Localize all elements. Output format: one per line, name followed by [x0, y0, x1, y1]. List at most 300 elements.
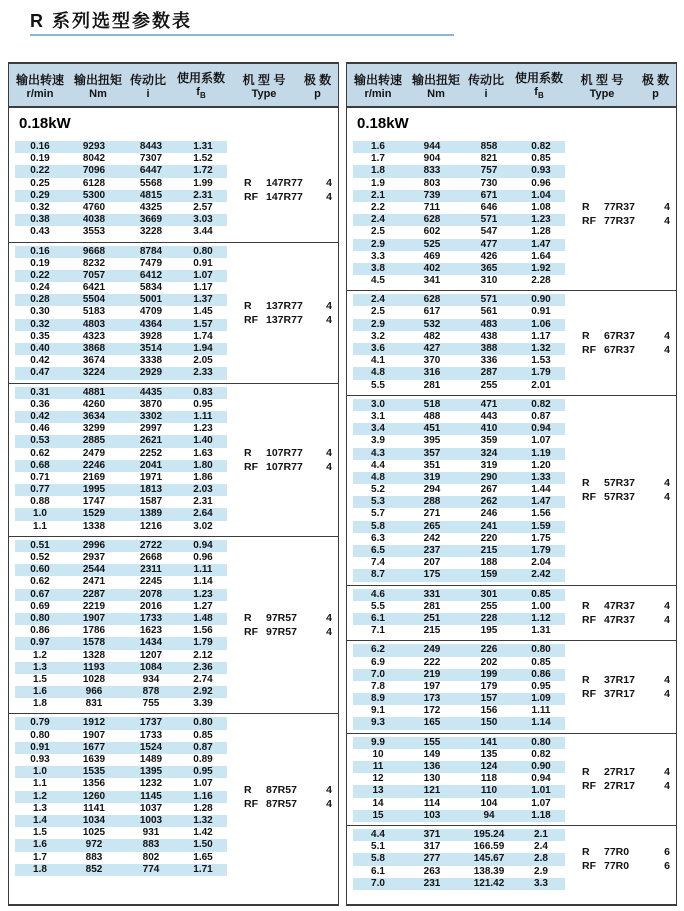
model-code: 87R57	[266, 783, 297, 796]
table-row	[15, 190, 227, 202]
table-row	[15, 717, 227, 729]
cell-torque: 2544	[82, 564, 106, 576]
header-type	[569, 71, 635, 100]
model-row	[582, 765, 670, 779]
cell-torque: 427	[423, 343, 441, 354]
cell-speed: 3.9	[371, 435, 385, 447]
cell-torque: 251	[423, 612, 441, 624]
cell-speed: 2.1	[371, 189, 385, 201]
cell-torque: 488	[423, 410, 441, 422]
cell-speed: 1.7	[371, 153, 385, 165]
cell-speed: 7.4	[371, 557, 385, 569]
model-row	[582, 200, 670, 214]
cell-ratio: 2245	[139, 576, 163, 588]
cell-ratio: 8784	[139, 245, 163, 257]
cell-service-factor: 3.02	[193, 520, 213, 532]
cell-torque: 739	[423, 189, 441, 201]
cell-service-factor: 1.16	[193, 790, 213, 802]
table-row	[353, 737, 565, 749]
cell-speed: 0.93	[30, 754, 50, 765]
cell-speed: 2.5	[371, 226, 385, 238]
cell-service-factor: 1.00	[531, 600, 551, 612]
table-row	[15, 852, 227, 864]
cell-service-factor: 0.93	[531, 165, 551, 177]
cell-torque: 944	[423, 141, 441, 152]
cell-speed: 1.5	[33, 673, 47, 685]
power-rating: 0.18kW	[357, 115, 409, 132]
cell-torque: 972	[85, 839, 103, 851]
table-block	[347, 586, 676, 642]
cell-torque: 5183	[82, 306, 106, 318]
model-poles: 4	[664, 599, 670, 612]
cell-service-factor: 2.01	[531, 379, 551, 391]
table-row	[15, 742, 227, 754]
cell-ratio: 202	[480, 656, 498, 668]
model-row	[244, 176, 332, 190]
model-code: 147R77	[266, 176, 303, 189]
model-prefix: RF	[244, 190, 258, 203]
cell-ratio: 2041	[139, 459, 163, 471]
header-ratio	[463, 71, 509, 100]
cell-torque: 3299	[82, 423, 106, 435]
table-row	[353, 435, 565, 447]
cell-ratio: 104	[480, 797, 498, 809]
model-poles: 4	[326, 446, 332, 459]
cell-service-factor: 1.27	[193, 600, 213, 612]
cell-torque: 1677	[82, 741, 106, 753]
cell-ratio: 110	[480, 785, 498, 797]
model-row	[244, 313, 332, 327]
cell-speed: 0.16	[30, 141, 50, 152]
header-label: 输出扭矩	[411, 72, 460, 87]
cell-ratio: 195	[480, 625, 498, 637]
cell-service-factor: 0.90	[531, 761, 551, 772]
table-row	[353, 853, 565, 865]
cell-service-factor: 1.56	[193, 625, 213, 637]
model-row	[582, 329, 670, 343]
cell-speed: 1.0	[33, 508, 47, 520]
cell-speed: 5.5	[371, 379, 385, 391]
cell-torque: 2287	[82, 588, 106, 600]
cell-torque: 402	[423, 262, 441, 274]
header-poles	[635, 71, 676, 100]
cell-torque: 263	[423, 865, 441, 877]
cell-torque: 277	[423, 853, 441, 865]
cell-speed: 0.38	[30, 214, 50, 226]
cell-service-factor: 1.75	[531, 532, 551, 544]
cell-speed: 3.0	[371, 398, 385, 410]
table-row	[15, 698, 227, 710]
cell-ratio: 1003	[139, 814, 163, 826]
cell-service-factor: 0.85	[531, 656, 551, 668]
model-prefix: R	[244, 783, 252, 796]
cell-service-factor: 1.11	[193, 410, 213, 422]
cell-service-factor: 1.14	[193, 576, 213, 588]
model-code: 137R77	[266, 299, 303, 312]
model-prefix: R	[582, 477, 590, 490]
cell-torque: 628	[423, 294, 441, 306]
model-prefix: R	[582, 201, 590, 214]
cell-ratio: 646	[480, 201, 498, 213]
cell-service-factor: 1.59	[531, 520, 551, 532]
cell-ratio: 156	[480, 705, 498, 717]
table-row	[353, 251, 565, 263]
table-row	[353, 190, 565, 202]
cell-service-factor: 0.94	[531, 773, 551, 785]
cell-torque: 371	[423, 828, 441, 840]
cell-service-factor: 0.80	[193, 717, 213, 729]
cell-speed: 0.42	[30, 410, 50, 422]
cell-ratio: 215	[480, 545, 498, 556]
cell-service-factor: 1.06	[531, 318, 551, 330]
model-list	[582, 673, 670, 701]
table-row	[15, 472, 227, 484]
cell-speed: 0.43	[30, 226, 50, 238]
table-row	[353, 569, 565, 581]
cell-torque: 231	[423, 877, 441, 889]
table-row	[353, 644, 565, 656]
cell-ratio: 138.39	[473, 865, 505, 877]
cell-service-factor: 0.90	[531, 294, 551, 306]
table-row	[15, 552, 227, 564]
model-prefix: RF	[582, 491, 596, 504]
title-underline	[30, 34, 454, 36]
cell-ratio: 802	[142, 851, 160, 863]
cell-ratio: 1389	[139, 508, 163, 520]
cell-service-factor: 2.04	[531, 557, 551, 569]
cell-ratio: 1145	[140, 790, 162, 802]
cell-service-factor: 1.01	[531, 785, 551, 797]
cell-ratio: 1434	[139, 637, 163, 649]
cell-service-factor: 0.86	[531, 668, 551, 680]
cell-service-factor: 1.45	[193, 306, 213, 318]
cell-torque: 833	[423, 165, 441, 177]
model-prefix: R	[582, 599, 590, 612]
table-row	[353, 484, 565, 496]
cell-torque: 4038	[82, 214, 106, 226]
cell-speed: 7.0	[371, 877, 385, 889]
cell-ratio: 5834	[139, 282, 163, 294]
header-label: 使用系数	[514, 71, 563, 86]
table-row	[15, 650, 227, 662]
cell-torque: 319	[423, 471, 441, 483]
table-row	[353, 141, 565, 153]
header-unit: p	[314, 87, 321, 100]
header-label: 使用系数	[176, 71, 225, 86]
cell-torque: 317	[423, 841, 441, 853]
cell-service-factor: 1.63	[193, 447, 213, 459]
table-row	[15, 730, 227, 742]
cell-speed: 5.2	[371, 484, 385, 496]
cell-ratio: 290	[480, 471, 498, 483]
cell-speed: 1.7	[33, 851, 47, 863]
table-row	[15, 355, 227, 367]
cell-ratio: 166.59	[473, 841, 505, 853]
cell-ratio: 3338	[139, 355, 163, 367]
cell-service-factor: 1.86	[193, 471, 213, 483]
table-row	[353, 448, 565, 460]
cell-speed: 0.40	[30, 343, 50, 354]
cell-torque: 114	[423, 797, 441, 809]
model-code: 37R17	[604, 673, 635, 686]
cell-speed: 0.16	[30, 245, 50, 257]
cell-speed: 0.80	[30, 729, 50, 741]
cell-service-factor: 1.11	[193, 564, 213, 576]
cell-speed: 1.8	[33, 863, 47, 875]
cell-ratio: 135	[480, 748, 498, 760]
cell-torque: 4803	[82, 318, 106, 330]
model-code: 87R57	[266, 797, 297, 810]
cell-ratio: 1733	[139, 612, 163, 624]
cell-speed: 4.3	[371, 447, 385, 459]
cell-ratio: 821	[480, 153, 498, 165]
cell-service-factor: 2.92	[193, 686, 213, 698]
cell-torque: 9293	[82, 141, 106, 152]
cell-ratio: 2929	[139, 367, 163, 379]
model-list	[582, 599, 670, 627]
cell-ratio: 3928	[139, 330, 163, 342]
model-poles: 4	[326, 190, 332, 203]
model-prefix: R	[582, 673, 590, 686]
cell-service-factor: 1.08	[531, 201, 551, 213]
cell-ratio: 4435	[139, 386, 163, 398]
cell-service-factor: 2.57	[193, 201, 213, 213]
cell-service-factor: 2.28	[531, 275, 551, 287]
table-row	[353, 202, 565, 214]
cell-service-factor: 1.92	[531, 262, 551, 274]
table-row	[353, 589, 565, 601]
cell-service-factor: 2.9	[534, 865, 548, 877]
model-prefix: RF	[582, 780, 596, 793]
table-row	[15, 387, 227, 399]
cell-torque: 288	[423, 496, 441, 508]
cell-ratio: 319	[480, 459, 498, 471]
cell-ratio: 4325	[139, 201, 163, 213]
cell-ratio: 2668	[139, 552, 163, 563]
table-row	[353, 508, 565, 520]
header-label: 极 数	[303, 72, 332, 87]
table-row	[353, 239, 565, 251]
cell-service-factor: 1.23	[193, 588, 213, 600]
cell-service-factor: 3.3	[534, 877, 548, 889]
table-row	[15, 686, 227, 698]
model-poles: 4	[326, 299, 332, 312]
cell-torque: 395	[423, 435, 441, 447]
cell-speed: 4.1	[371, 355, 385, 367]
table-row	[353, 178, 565, 190]
table-block	[347, 734, 676, 826]
model-row	[582, 673, 670, 687]
model-poles: 4	[664, 766, 670, 779]
cell-service-factor: 1.71	[193, 863, 213, 875]
table-row	[15, 178, 227, 190]
model-row	[244, 797, 332, 811]
cell-ratio: 1587	[139, 496, 163, 508]
model-poles: 4	[326, 460, 332, 473]
model-code: 137R77	[266, 313, 303, 326]
header-unit: Nm	[427, 87, 445, 100]
table-row	[15, 601, 227, 613]
cell-speed: 0.53	[30, 435, 50, 447]
cell-speed: 0.77	[30, 484, 50, 496]
table-row	[353, 411, 565, 423]
header-service-factor	[509, 69, 569, 100]
model-poles: 4	[664, 673, 670, 686]
table-row	[353, 866, 565, 878]
cell-speed: 9.3	[371, 717, 385, 729]
cell-ratio: 1207	[139, 649, 163, 661]
cell-service-factor: 1.20	[531, 459, 551, 471]
model-list	[244, 446, 332, 474]
table-block	[9, 714, 338, 878]
cell-torque: 482	[423, 330, 441, 342]
cell-speed: 1.2	[33, 649, 47, 661]
cell-speed: 9.9	[371, 736, 385, 748]
cell-torque: 7057	[82, 269, 106, 281]
header-unit: i	[146, 87, 150, 100]
model-code: 57R37	[604, 491, 635, 504]
cell-ratio: 365	[480, 262, 498, 274]
model-row	[244, 611, 332, 625]
cell-ratio: 2016	[139, 600, 163, 612]
cell-speed: 0.60	[30, 564, 50, 576]
cell-ratio: 547	[480, 226, 498, 238]
model-row	[244, 299, 332, 313]
cell-torque: 2219	[82, 600, 106, 612]
table-row	[15, 331, 227, 343]
model-poles: 4	[326, 797, 332, 810]
table-row	[15, 754, 227, 766]
cell-ratio: 141	[480, 736, 498, 748]
model-prefix: RF	[582, 613, 596, 626]
cell-ratio: 1395	[139, 766, 163, 778]
cell-service-factor: 2.64	[193, 508, 213, 520]
table-row	[353, 657, 565, 669]
table-row	[353, 669, 565, 681]
table-row	[353, 601, 565, 613]
cell-speed: 0.47	[30, 367, 50, 379]
model-poles: 4	[664, 215, 670, 228]
model-code: 67R37	[604, 330, 635, 342]
cell-ratio: 8443	[139, 141, 163, 152]
cell-service-factor: 1.17	[193, 282, 213, 294]
cell-speed: 11	[372, 761, 384, 772]
cell-service-factor: 1.23	[193, 423, 213, 435]
cell-ratio: 226	[480, 644, 498, 656]
cell-speed: 3.8	[371, 262, 385, 274]
cell-speed: 0.36	[30, 398, 50, 410]
table-row	[15, 411, 227, 423]
table-row	[15, 791, 227, 803]
table-row	[15, 214, 227, 226]
cell-speed: 8.7	[371, 569, 385, 581]
header-unit: $f_B$	[534, 86, 544, 101]
cell-service-factor: 0.85	[193, 729, 213, 741]
cell-service-factor: 0.82	[531, 141, 551, 152]
cell-ratio: 157	[480, 693, 498, 705]
cell-ratio: 2252	[139, 447, 163, 459]
cell-speed: 13	[372, 785, 384, 797]
table-row	[353, 613, 565, 625]
table-row	[353, 625, 565, 637]
header-speed	[347, 71, 409, 100]
header-label: 输出转速	[15, 72, 64, 87]
cell-torque: 136	[423, 761, 441, 772]
cell-service-factor: 3.03	[193, 214, 213, 226]
cell-ratio: 3669	[139, 214, 163, 226]
table-row	[15, 282, 227, 294]
cell-torque: 155	[423, 736, 441, 748]
table-row	[353, 331, 565, 343]
table-row	[353, 829, 565, 841]
cell-ratio: 1084	[139, 661, 163, 673]
cell-torque: 711	[423, 201, 441, 213]
cell-service-factor: 0.85	[531, 588, 551, 600]
cell-service-factor: 1.47	[531, 238, 551, 250]
model-row	[582, 845, 670, 859]
table-block	[347, 396, 676, 586]
cell-speed: 0.79	[30, 717, 50, 729]
cell-ratio: 1232	[139, 778, 163, 790]
cell-speed: 1.3	[33, 661, 47, 673]
cell-speed: 6.1	[371, 865, 385, 877]
cell-speed: 0.69	[30, 600, 50, 612]
table-row	[15, 246, 227, 258]
table-row	[353, 496, 565, 508]
header-unit: Type	[251, 87, 277, 100]
cell-ratio: 179	[480, 680, 498, 692]
cell-speed: 3.6	[371, 343, 385, 354]
cell-torque: 1260	[82, 790, 106, 802]
cell-torque: 237	[423, 545, 441, 556]
cell-service-factor: 2.05	[193, 355, 213, 367]
cell-speed: 5.1	[371, 841, 385, 853]
cell-speed: 0.19	[30, 257, 50, 269]
cell-torque: 1907	[82, 612, 106, 624]
cell-speed: 0.42	[30, 355, 50, 367]
cell-speed: 1.8	[33, 698, 47, 710]
cell-torque: 242	[423, 532, 441, 544]
model-list	[244, 783, 332, 811]
cell-ratio: 267	[480, 484, 498, 496]
table-row	[15, 399, 227, 411]
cell-ratio: 228	[480, 612, 498, 624]
header-unit: r/min	[364, 87, 392, 100]
header-unit: i	[484, 87, 488, 100]
model-poles: 4	[326, 626, 332, 639]
model-poles: 4	[326, 783, 332, 796]
cell-speed: 0.30	[30, 306, 50, 318]
model-poles: 4	[326, 313, 332, 326]
cell-torque: 149	[423, 748, 441, 760]
table-row	[353, 319, 565, 331]
table-row	[15, 484, 227, 496]
cell-ratio: 1623	[139, 625, 163, 637]
cell-service-factor: 2.42	[531, 569, 551, 581]
cell-ratio: 287	[480, 367, 498, 379]
cell-service-factor: 1.33	[531, 471, 551, 483]
model-prefix: R	[582, 846, 590, 859]
cell-speed: 0.46	[30, 423, 50, 435]
cell-speed: 5.8	[371, 853, 385, 865]
cell-speed: 2.4	[371, 214, 385, 226]
table-row	[353, 165, 565, 177]
table-row	[15, 803, 227, 815]
cell-service-factor: 3.44	[193, 226, 213, 238]
model-poles: 4	[664, 491, 670, 504]
model-poles: 4	[664, 687, 670, 700]
cell-service-factor: 1.79	[193, 637, 213, 649]
